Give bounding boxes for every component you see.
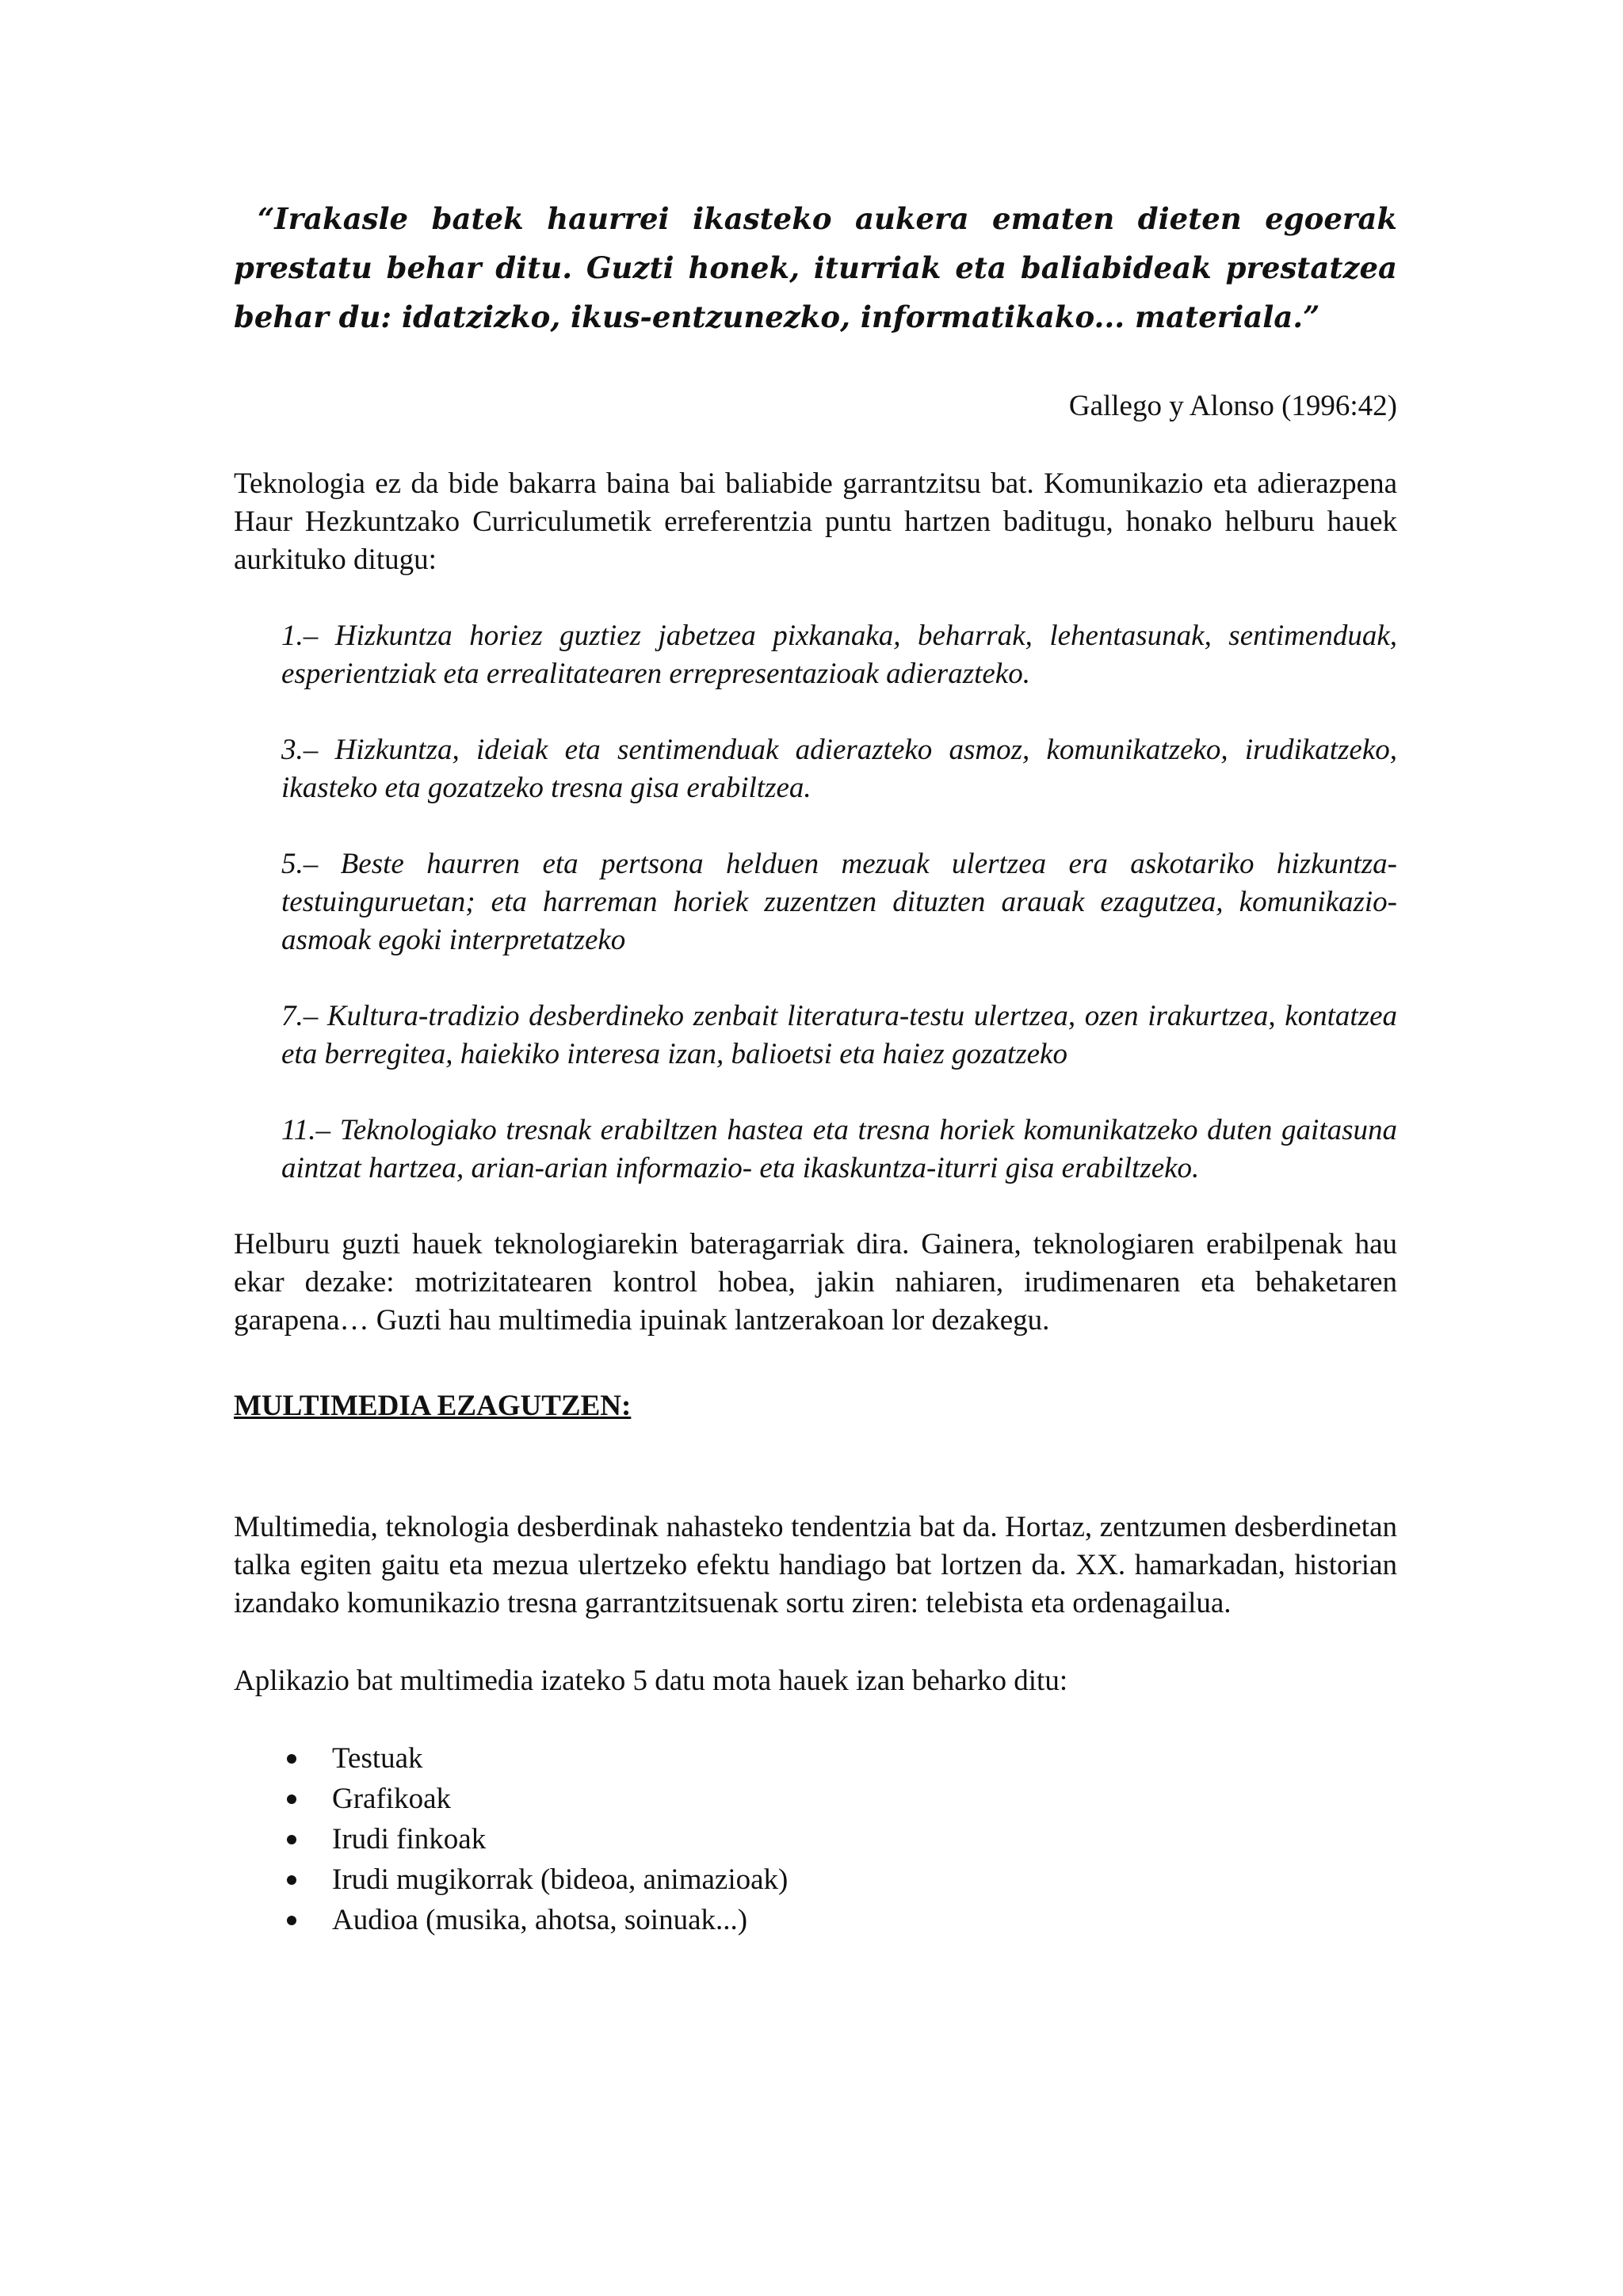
goal-item: 5.– Beste haurren eta pertsona helduen mezuak ulertzea era askotariko hizkuntza-testuinguruetan; eta harreman horiek zuzentzen dituzten arauak ezagutzea, komunikazio-asmoak egoki interpretatzeko bbox=[281, 848, 1397, 956]
bullet-icon bbox=[287, 1794, 296, 1804]
list-item-label: Irudi mugikorrak (bideoa, animazioak) bbox=[332, 1863, 789, 1896]
curriculum-goals-list bbox=[281, 617, 1397, 1188]
quote-attribution: Gallego y Alonso (1996:42) bbox=[1068, 390, 1397, 422]
epigraph-quote: “Irakasle batek haurrei ikasteko aukera ematen dieten egoerak prestatu behar ditu. Guzti honek, iturriak eta baliabideak prestatzea behar du: idatzizko, ikus-entzunezko, informatikako... materiala.” bbox=[234, 201, 1397, 334]
list-item-label: Irudi finkoak bbox=[332, 1823, 487, 1855]
data-types-list bbox=[234, 1738, 1397, 1940]
multimedia-paragraph: Multimedia, teknologia desberdinak nahasteko tendentzia bat da. Hortaz, zentzumen desberdinetan talka egiten gaitu eta mezua ulertzeko efektu handiago bat lortzen da. XX. hamarkadan, historian izandako komunikazio tresna garrantzitsuenak sortu ziren: telebista eta ordenagailua. bbox=[234, 1511, 1397, 1619]
bullet-icon bbox=[287, 1875, 296, 1885]
section-heading: MULTIMEDIA EZAGUTZEN: bbox=[234, 1390, 632, 1422]
list-item-label: Audioa (musika, ahotsa, soinuak...) bbox=[332, 1904, 748, 1936]
list-item bbox=[234, 1859, 1397, 1900]
list-item bbox=[234, 1779, 1397, 1819]
goals-summary-paragraph: Helburu guzti hauek teknologiarekin bateragarriak dira. Gainera, teknologiaren erabilpenak hau ekar dezake: motrizitatearen kontrol hobea, jakin nahiaren, irudimenaren eta behaketaren garapena… Guzti hau multimedia ipuinak lantzerakoan lor dezakegu. bbox=[234, 1228, 1397, 1337]
list-item-label: Testuak bbox=[332, 1742, 423, 1775]
list-item-label: Grafikoak bbox=[332, 1783, 451, 1815]
goal-item: 7.– Kultura-tradizio desberdineko zenbait literatura-testu ulertzea, ozen irakurtzea, kontatzea eta berregitea, haiekiko interesa izan, balioetsi eta haiez gozatzeko bbox=[281, 1000, 1397, 1070]
list-item bbox=[234, 1900, 1397, 1940]
intro-paragraph: Teknologia ez da bide bakarra baina bai baliabide garrantzitsu bat. Komunikazio eta adierazpena Haur Hezkuntzako Curriculumetik erreferentzia puntu hartzen baditugu, honako helburu hauek aurkituko ditugu: bbox=[234, 467, 1397, 576]
bullet-icon bbox=[287, 1754, 296, 1764]
goal-item: 3.– Hizkuntza, ideiak eta sentimenduak adierazteko asmoz, komunikatzeko, irudikatzeko, ikasteko eta gozatzeko tresna gisa erabiltzea. bbox=[281, 734, 1397, 804]
list-item bbox=[234, 1738, 1397, 1779]
bullet-icon bbox=[287, 1916, 296, 1925]
bullet-icon bbox=[287, 1835, 296, 1844]
goal-item: 11.– Teknologiako tresnak erabiltzen hastea eta tresna horiek komunikatzeko duten gaitasuna aintzat hartzea, arian-arian informazio- eta ikaskuntza-iturri gisa erabiltzeko. bbox=[281, 1114, 1397, 1184]
list-item bbox=[234, 1819, 1397, 1859]
application-paragraph: Aplikazio bat multimedia izateko 5 datu mota hauek izan beharko ditu: bbox=[234, 1665, 1068, 1697]
goal-item: 1.– Hizkuntza horiez guztiez jabetzea pixkanaka, beharrak, lehentasunak, sentimenduak, esperientziak eta errealitatearen errepresentazioak adierazteko. bbox=[281, 620, 1397, 690]
document-page bbox=[234, 194, 1397, 1940]
